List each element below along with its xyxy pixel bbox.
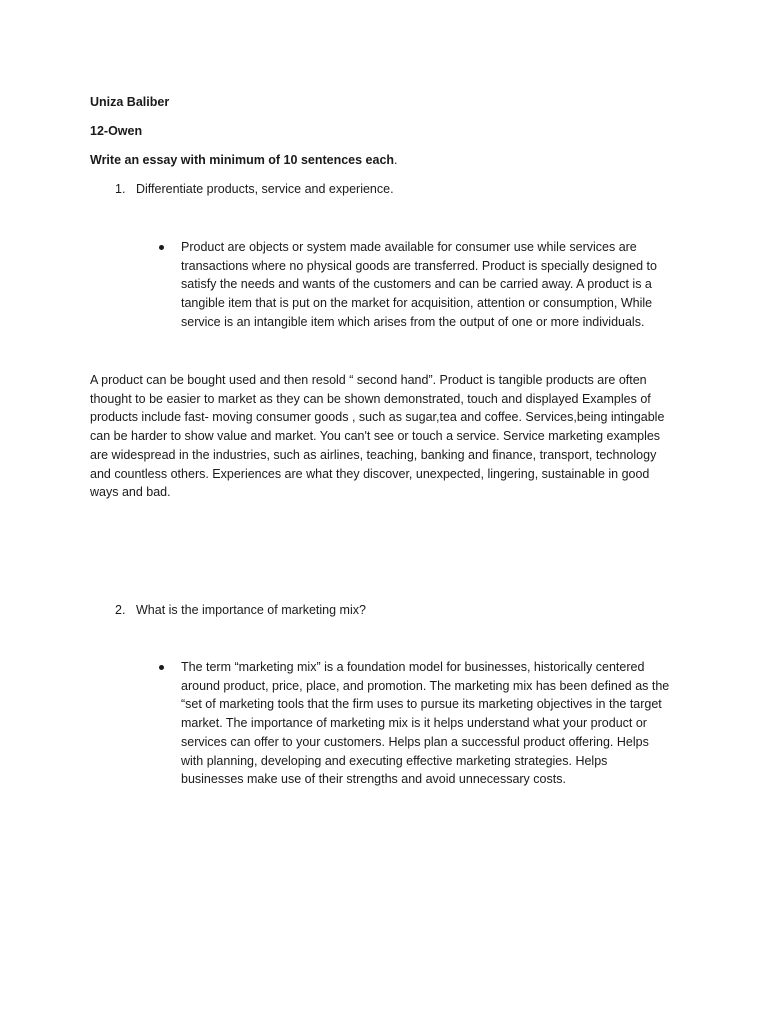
text-line: ways and bad. bbox=[90, 485, 171, 500]
text-line: are widespread in the industries, such as airlines, teaching, banking and finance, transport, technology bbox=[90, 447, 657, 462]
text-line: “set of marketing tools that the firm uses to pursue its marketing objectives in the target bbox=[181, 697, 662, 712]
question-1-text: Differentiate products, service and experience. bbox=[136, 182, 394, 196]
question-1-body-paragraph bbox=[90, 371, 664, 502]
instruction-period: . bbox=[394, 153, 398, 167]
text-line: A product can be bought used and then resold “ second hand”. Product is tangible products are often bbox=[90, 373, 647, 387]
bullet-icon bbox=[159, 245, 164, 250]
text-line: can be harder to show value and market. You can't see or touch a service. Service marketing examples bbox=[90, 429, 661, 444]
text-line: satisfy the needs and wants of the customers and can be carried away. A product is a bbox=[181, 277, 652, 292]
text-line: businesses make use of their strengths and avoid unnecessary costs. bbox=[181, 772, 566, 787]
assignment-instruction bbox=[90, 151, 398, 170]
text-line: Product are objects or system made available for consumer use while services are bbox=[181, 240, 637, 254]
bullet-icon bbox=[159, 665, 164, 670]
text-line: services can offer to your customers. Helps plan a successful product offering. Helps bbox=[181, 734, 649, 749]
text-line: and countless others. Experiences are what they discover, unexpected, lingering, sustainable in good bbox=[90, 466, 650, 481]
question-2-text: What is the importance of marketing mix? bbox=[136, 603, 366, 617]
text-line: transactions where no physical goods are transferred. Product is specially designed to bbox=[181, 258, 657, 273]
text-line: tangible item that is put on the market for acquisition, attention or consumption, While bbox=[181, 296, 653, 311]
question-1-number: 1. bbox=[115, 182, 126, 196]
question-2-bullet-paragraph bbox=[181, 658, 669, 789]
question-1-bullet-paragraph bbox=[181, 238, 657, 332]
text-line: around product, price, place, and promotion. The marketing mix has been defined as the bbox=[181, 678, 670, 693]
student-name: Uniza Baliber bbox=[90, 95, 170, 109]
text-line: with planning, developing and executing effective marketing strategies. Helps bbox=[181, 753, 608, 768]
text-line: market. The importance of marketing mix is it helps understand what your product or bbox=[181, 716, 647, 731]
text-line: thought to be easier to market as they can be shown demonstrated, touch and displayed Examples of bbox=[90, 391, 651, 406]
student-section: 12-Owen bbox=[90, 124, 143, 138]
question-2-number: 2. bbox=[115, 603, 126, 617]
text-line: The term “marketing mix” is a foundation model for businesses, historically centered bbox=[181, 660, 645, 674]
instruction-text: Write an essay with minimum of 10 sentences each bbox=[90, 153, 395, 167]
text-line: products include fast- moving consumer goods , such as sugar,tea and coffee. Services,being intingable bbox=[90, 410, 665, 425]
text-line: service is an intangible item which arises from the output of one or more individuals. bbox=[181, 314, 645, 329]
